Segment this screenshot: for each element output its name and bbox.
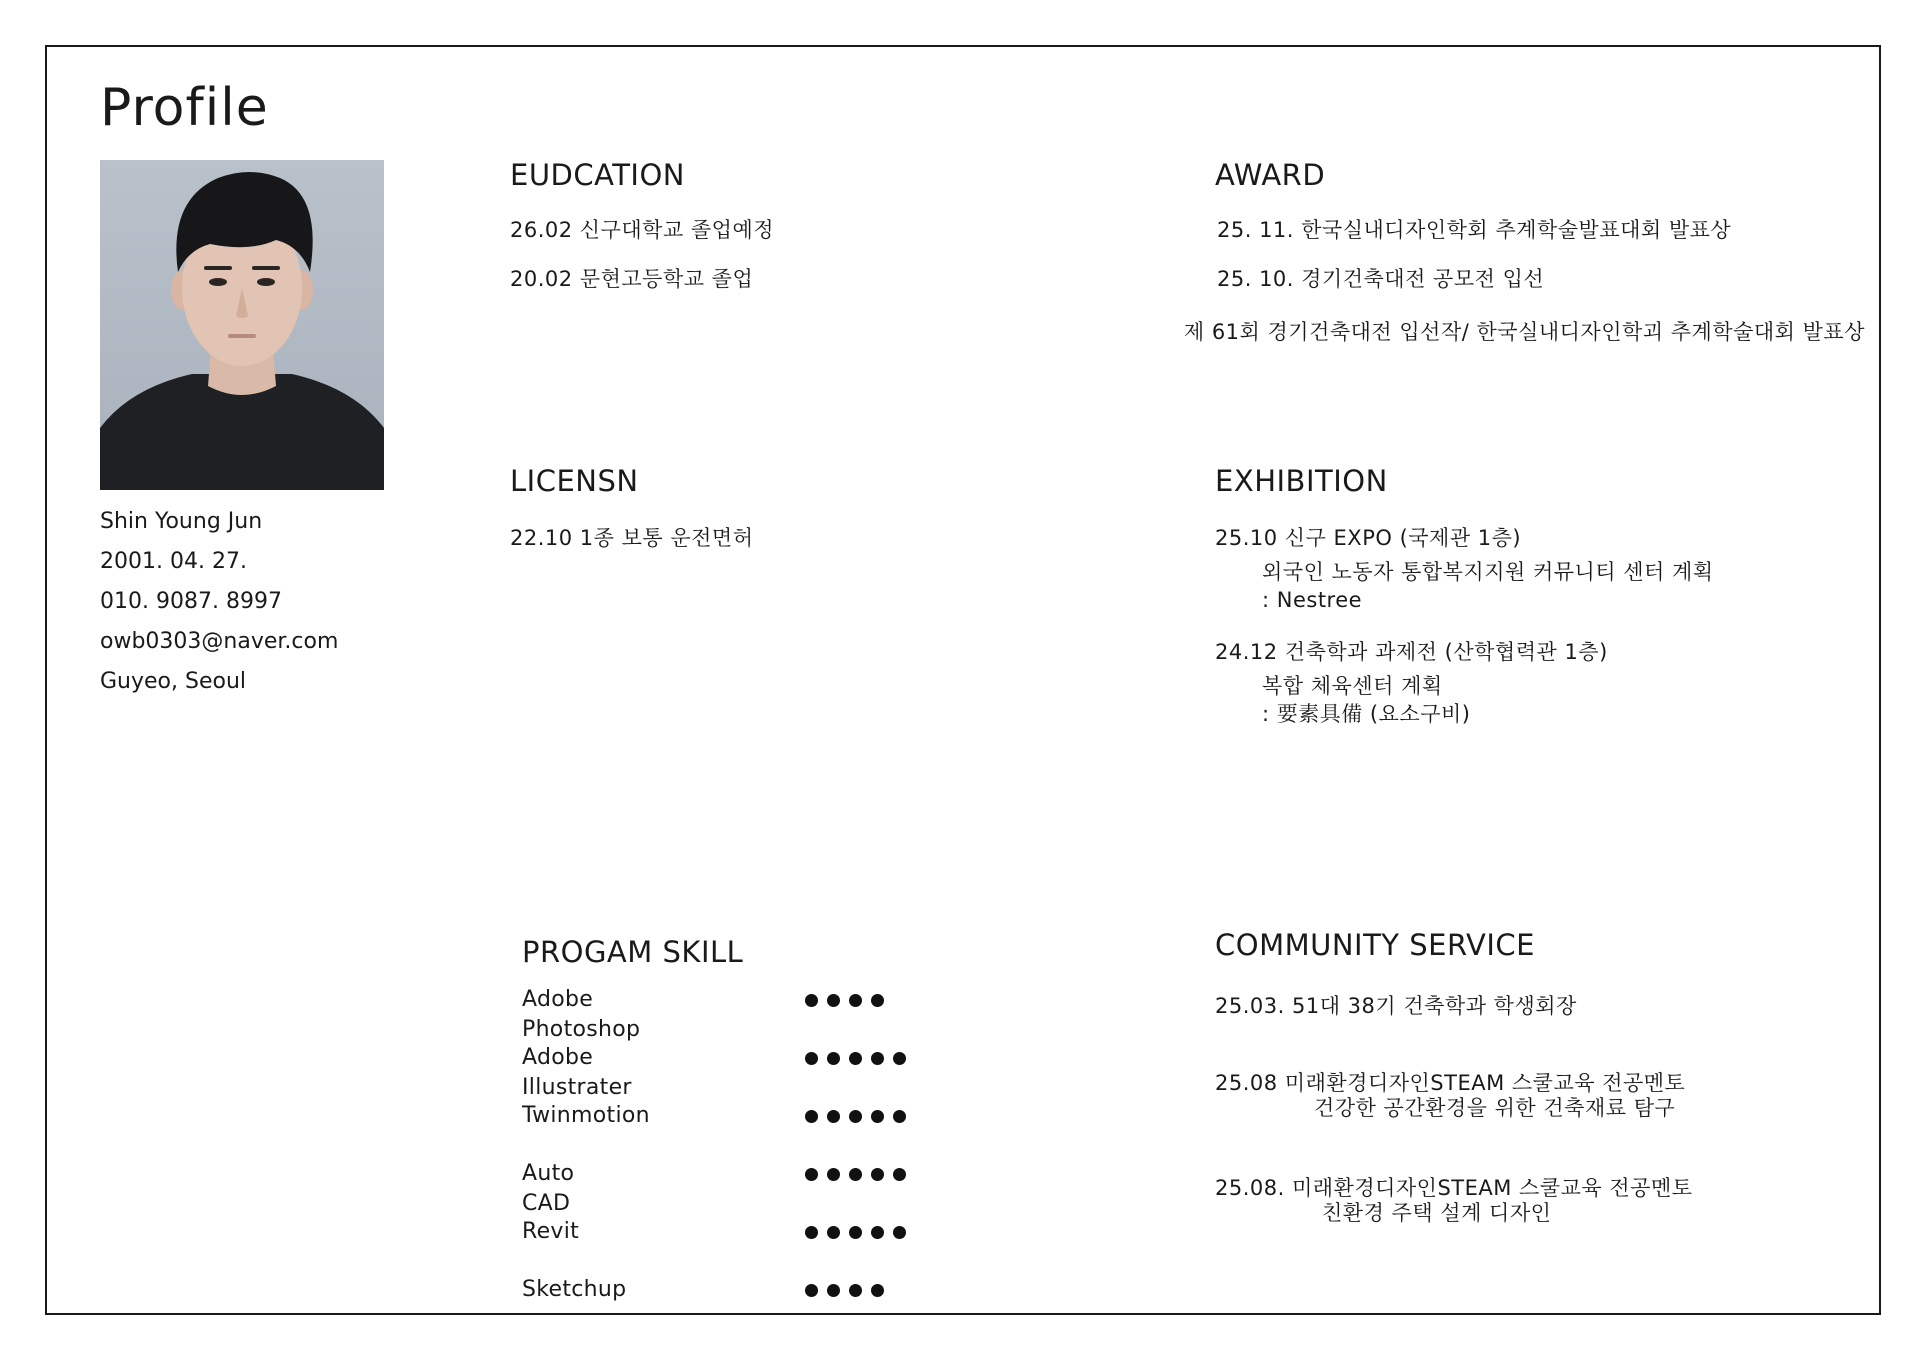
skill-level-dots — [805, 994, 884, 1007]
skill-level-dot — [827, 1052, 840, 1065]
phone-number: 010. 9087. 8997 — [100, 589, 282, 614]
skill-level-dot — [871, 1226, 884, 1239]
skill-level-dots — [805, 1168, 906, 1181]
skill-level-dot — [827, 1284, 840, 1297]
personal-info — [100, 505, 338, 705]
license-heading: LICENSN — [510, 464, 639, 498]
skill-level-dot — [849, 994, 862, 1007]
skill-level-dot — [805, 1110, 818, 1123]
award-item: 25. 11. 한국실내디자인학회 추계학술발표대회 발표상 — [1217, 218, 1732, 242]
skill-level-dot — [849, 1110, 862, 1123]
skill-level-dot — [805, 994, 818, 1007]
program-skill-heading: PROGAM SKILL — [522, 935, 744, 969]
skill-name: Auto CAD — [522, 1161, 575, 1216]
award-note: 제 61회 경기건축대전 입선작/ 한국실내디자인학괴 추계학술대회 발표상 — [1183, 320, 1865, 344]
skill-level-dot — [827, 1168, 840, 1181]
skill-name: Sketchup — [522, 1277, 627, 1302]
exhibition-item-desc: 외국인 노동자 통합복지지원 커뮤니티 센터 계획 — [1262, 560, 1714, 584]
skill-level-dot — [849, 1168, 862, 1181]
profile-photo — [100, 160, 384, 490]
skill-level-dot — [871, 1284, 884, 1297]
skill-level-dot — [893, 1168, 906, 1181]
community-item-desc: 건강한 공간환경을 위한 건축재료 탐구 — [1314, 1096, 1676, 1120]
skill-level-dot — [805, 1168, 818, 1181]
community-item-desc: 친환경 주택 설계 디자인 — [1322, 1201, 1552, 1225]
skill-name: Adobe Photoshop — [522, 987, 641, 1042]
community-item-title: 25.08. 미래환경디자인STEAM 스쿨교육 전공멘토 — [1215, 1176, 1693, 1200]
skill-level-dot — [871, 994, 884, 1007]
skill-level-dot — [893, 1226, 906, 1239]
skill-level-dots — [805, 1110, 906, 1123]
skill-level-dot — [805, 1226, 818, 1239]
page-title: Profile — [100, 78, 269, 138]
skill-level-dot — [827, 1226, 840, 1239]
education-item: 26.02 신구대학교 졸업예정 — [510, 218, 775, 242]
skill-level-dot — [871, 1052, 884, 1065]
education-item: 20.02 문현고등학교 졸업 — [510, 267, 754, 291]
exhibition-item-title: 25.10 신구 EXPO (국제관 1층) — [1215, 526, 1522, 550]
skill-level-dot — [871, 1168, 884, 1181]
skill-level-dot — [849, 1284, 862, 1297]
skill-level-dot — [893, 1110, 906, 1123]
skill-level-dots — [805, 1226, 906, 1239]
skill-level-dot — [827, 994, 840, 1007]
skill-level-dot — [805, 1052, 818, 1065]
skill-name: Revit — [522, 1219, 580, 1244]
skill-level-dot — [827, 1110, 840, 1123]
license-item: 22.10 1종 보통 운전면허 — [510, 526, 754, 550]
skill-level-dot — [805, 1284, 818, 1297]
award-heading: AWARD — [1215, 158, 1326, 192]
email-address: owb0303@naver.com — [100, 629, 339, 654]
person-name: Shin Young Jun — [100, 509, 263, 534]
skill-level-dot — [849, 1226, 862, 1239]
exhibition-item-desc: : Nestree — [1262, 588, 1363, 612]
exhibition-item-desc: 복합 체육센터 계획 — [1262, 674, 1443, 698]
skill-level-dots — [805, 1284, 884, 1297]
exhibition-item-desc: : 要素具備 (요소구비) — [1262, 702, 1471, 726]
skill-level-dot — [849, 1052, 862, 1065]
exhibition-item-title: 24.12 건축학과 과제전 (산학협력관 1층) — [1215, 640, 1608, 664]
community-item-title: 25.03. 51대 38기 건축학과 학생회장 — [1215, 994, 1577, 1018]
award-item: 25. 10. 경기건축대전 공모전 입선 — [1217, 267, 1545, 291]
skill-name: Twinmotion — [522, 1103, 650, 1128]
education-heading: EUDCATION — [510, 158, 686, 192]
skill-name: Adobe Illustrater — [522, 1045, 632, 1100]
exhibition-heading: EXHIBITION — [1215, 464, 1388, 498]
skill-level-dot — [893, 1052, 906, 1065]
community-item-title: 25.08 미래환경디자인STEAM 스쿨교육 전공멘토 — [1215, 1071, 1686, 1095]
skill-level-dot — [871, 1110, 884, 1123]
location: Guyeo, Seoul — [100, 669, 247, 694]
birth-date: 2001. 04. 27. — [100, 549, 247, 574]
skill-level-dots — [805, 1052, 906, 1065]
community-service-heading: COMMUNITY SERVICE — [1215, 928, 1535, 962]
